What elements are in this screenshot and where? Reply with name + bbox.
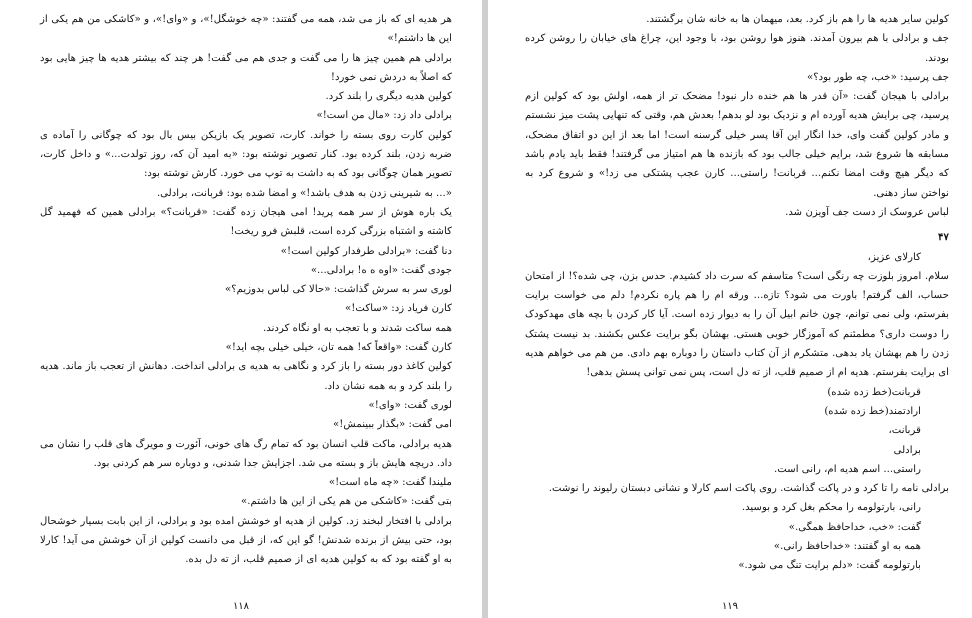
paragraph: کولین کاغذ دور بسته را باز کرد و نگاهی به هدیه ی برادلی انداخت. دهانش از تعجب باز ماند. هدیه را بلند کرد و به همه نشان داد.	[40, 361, 452, 392]
paragraph: برادلی با هیجان گفت: «آن قدر ها هم خنده دار نبود! مضحک تر از همه، اولش بود که کولین ازم پرسید، چی برایش هدیه آورده ام و نزدیک بود لو بدهم! بعدش هم، وقتی که تنهایی پشت میز نشستم و مادر کولین گفت وای، خدا انگار این آقا پسر خیلی گرسنه است! اما بعد از این دو اتفاق مضحک، مسابقه ها شروع شد، برایم خیلی جالب بود که بازنده ها هم امتیاز می گرفتند! فقط باید یادم باشد که دیگر هیچ وقت امضا نکنم... قربانت! راستی... کارن عجب پشتکی می زد!» و شروع کرد به نواختن ساز دهنی.	[525, 91, 949, 199]
letter-crossed-out: قربانت(خط زده شده)	[827, 386, 921, 398]
paragraph: هدیه برادلی، ماکت قلب انسان بود که تمام رگ های خونی، آئورت و مویرگ های قلب را نشان می داد. دریچه هایش باز و بسته می شد. اجزایش جدا شدنی، و دوباره سر هم کردنی بود.	[40, 438, 452, 469]
paragraph: همه به او گفتند: «خداحافظ رانی.»	[773, 541, 921, 553]
letter-signature: برادلی	[893, 444, 921, 456]
paragraph: بتی گفت: «کاشکی من هم یکی از این ها داشتم.»	[240, 496, 452, 508]
paragraph: هر هدیه ای که باز می شد، همه می گفتند: «چه خوشگل!»، و «وای!»، و «کاشکی من هم یکی از این ها داشتم!»	[40, 14, 452, 45]
right-page	[488, 0, 972, 618]
paragraph: جف پرسید: «خب، چه طور بود؟»	[806, 71, 949, 83]
paragraph: کولین کارت روی بسته را خواند. کارت، تصویر یک بازیکن بیس بال بود که چوگانی را آماده ی ضربه زدن، بلند کرده بود. کنار تصویر نوشته بود: «به امید آن که، روز تولدت...» و داخل کارت، تصویر همان چوگانی بود که به داشت به توپ می خورد. کارش نوشته بود:	[40, 129, 452, 180]
paragraph: لوری گفت: «وای!»	[368, 399, 452, 411]
letter-closing: قربانت،	[888, 425, 921, 437]
paragraph: همه ساکت شدند و با تعجب به او نگاه کردند.	[263, 322, 452, 334]
left-page-text	[40, 10, 452, 570]
right-page-text	[525, 10, 949, 576]
paragraph: برادلی نامه را تا کرد و در پاکت گذاشت. روی پاکت اسم کارلا و نشانی دبستان رلیوند را نوشت.	[548, 483, 949, 495]
paragraph: برادلی هم همین چیز ها را می گفت و جدی هم می گفت! هر چند که بیشتر هدیه ها چیز هایی بود که اصلاً به دردش نمی خورد!	[40, 52, 452, 83]
paragraph: یک باره هوش از سر همه پرید! امی هیجان زده گفت: «قربانت؟» برادلی همین که فهمید گل کاشته و اشتباه بزرگی کرده است، قلبش فرو ریخت!	[40, 206, 452, 238]
paragraph: دنا گفت: «برادلی طرفدار کولین است!»	[280, 245, 452, 257]
paragraph: ملیندا گفت: «چه ماه است!»	[328, 477, 452, 489]
paragraph: جف و برادلی با هم بیرون آمدند. هنوز هوا روشن بود، با وجود این، چراغ های خیابان را روشن کرده بودند.	[525, 33, 949, 64]
paragraph: راستی... اسم هدیه ام، رانی است.	[773, 463, 921, 475]
paragraph: «... به شیرینی زدن به هدف باشد!» و امضا شده بود: قربانت، برادلی.	[156, 187, 452, 199]
letter-body: سلام. امروز بلوزت چه رنگی است؟ متاسفم که سرت داد کشیدم. حدس بزن، چی شده؟! از امتحان حساب، الف گرفتم! باورت می شود؟ تازه... ورقه ام را هم پاره نکردم! دلم می خواست برایت بفرستم، ولی نمی توانم، چون خانم ابیل آن را به دیوار زده است. آیا کار کردن با بچه های مهدکودک را دوست داری؟ مطمئنم که آموزگار خوبی هستی. بهشان بگو برایت عکس بکشند. بد نیست پشتک زدن را هم بهشان یاد بدهی. متشکرم از آن کتاب داستان را دوباره بهم دادی. من هم می خواهم هدیه ای برایت بفرستم. هدیه ام از صمیم قلب، از ته دل است، پس نمی توانی پسش بدهی!	[525, 270, 949, 379]
paragraph: امی گفت: «بگذار ببینمش!»	[333, 419, 452, 431]
paragraph: رانی، بارتولومه را محکم بغل کرد و بوسید.	[741, 502, 921, 514]
paragraph: گفت: «خب، خداحافظ همگی.»	[788, 521, 921, 533]
paragraph: برادلی داد زد: «مال من است!»	[316, 110, 452, 122]
paragraph: بارتولومه گفت: «دلم برایت تنگ می شود.»	[738, 560, 921, 572]
left-page	[0, 0, 482, 618]
paragraph: کارن گفت: «واقعاً که! همه تان، خیلی خیلی بچه اید!»	[225, 342, 452, 354]
paragraph: برادلی با افتخار لبخند زد. کولین از هدیه او خوشش امده بود و برادلی، از این بابت بسیار خوشحال بود، حتی بیش از برنده شدنش! گو این که، از قبل می دانست کولین از آن خوشش می آید! کارلا به او گفته بود که به کولین هدیه ای از صمیم قلب، از ته دل بده.	[40, 515, 452, 566]
paragraph: کارن فریاد زد: «ساکت!»	[345, 303, 452, 315]
paragraph: جودی گفت: «اوه ه ه! برادلی...»	[310, 264, 452, 276]
paragraph: لباس عروسک از دست جف آویزن شد.	[785, 206, 949, 218]
letter-salutation: کارلای عزیز،	[867, 251, 921, 263]
page-number: ۱۱۸	[232, 601, 250, 612]
letter-crossed-out: ارادتمند(خط زده شده)	[824, 405, 921, 417]
page-number: ۱۱۹	[721, 601, 739, 612]
paragraph: کولین سایر هدیه ها را هم باز کرد. بعد، میهمان ها به خانه شان برگشتند.	[646, 14, 949, 25]
paragraph: لوری سر به سرش گذاشت: «حالا کی لباس بدوزیم؟»	[225, 284, 452, 296]
chapter-number: ۴۷	[938, 231, 949, 244]
paragraph: کولین هدیه دیگری را بلند کرد.	[325, 91, 452, 103]
